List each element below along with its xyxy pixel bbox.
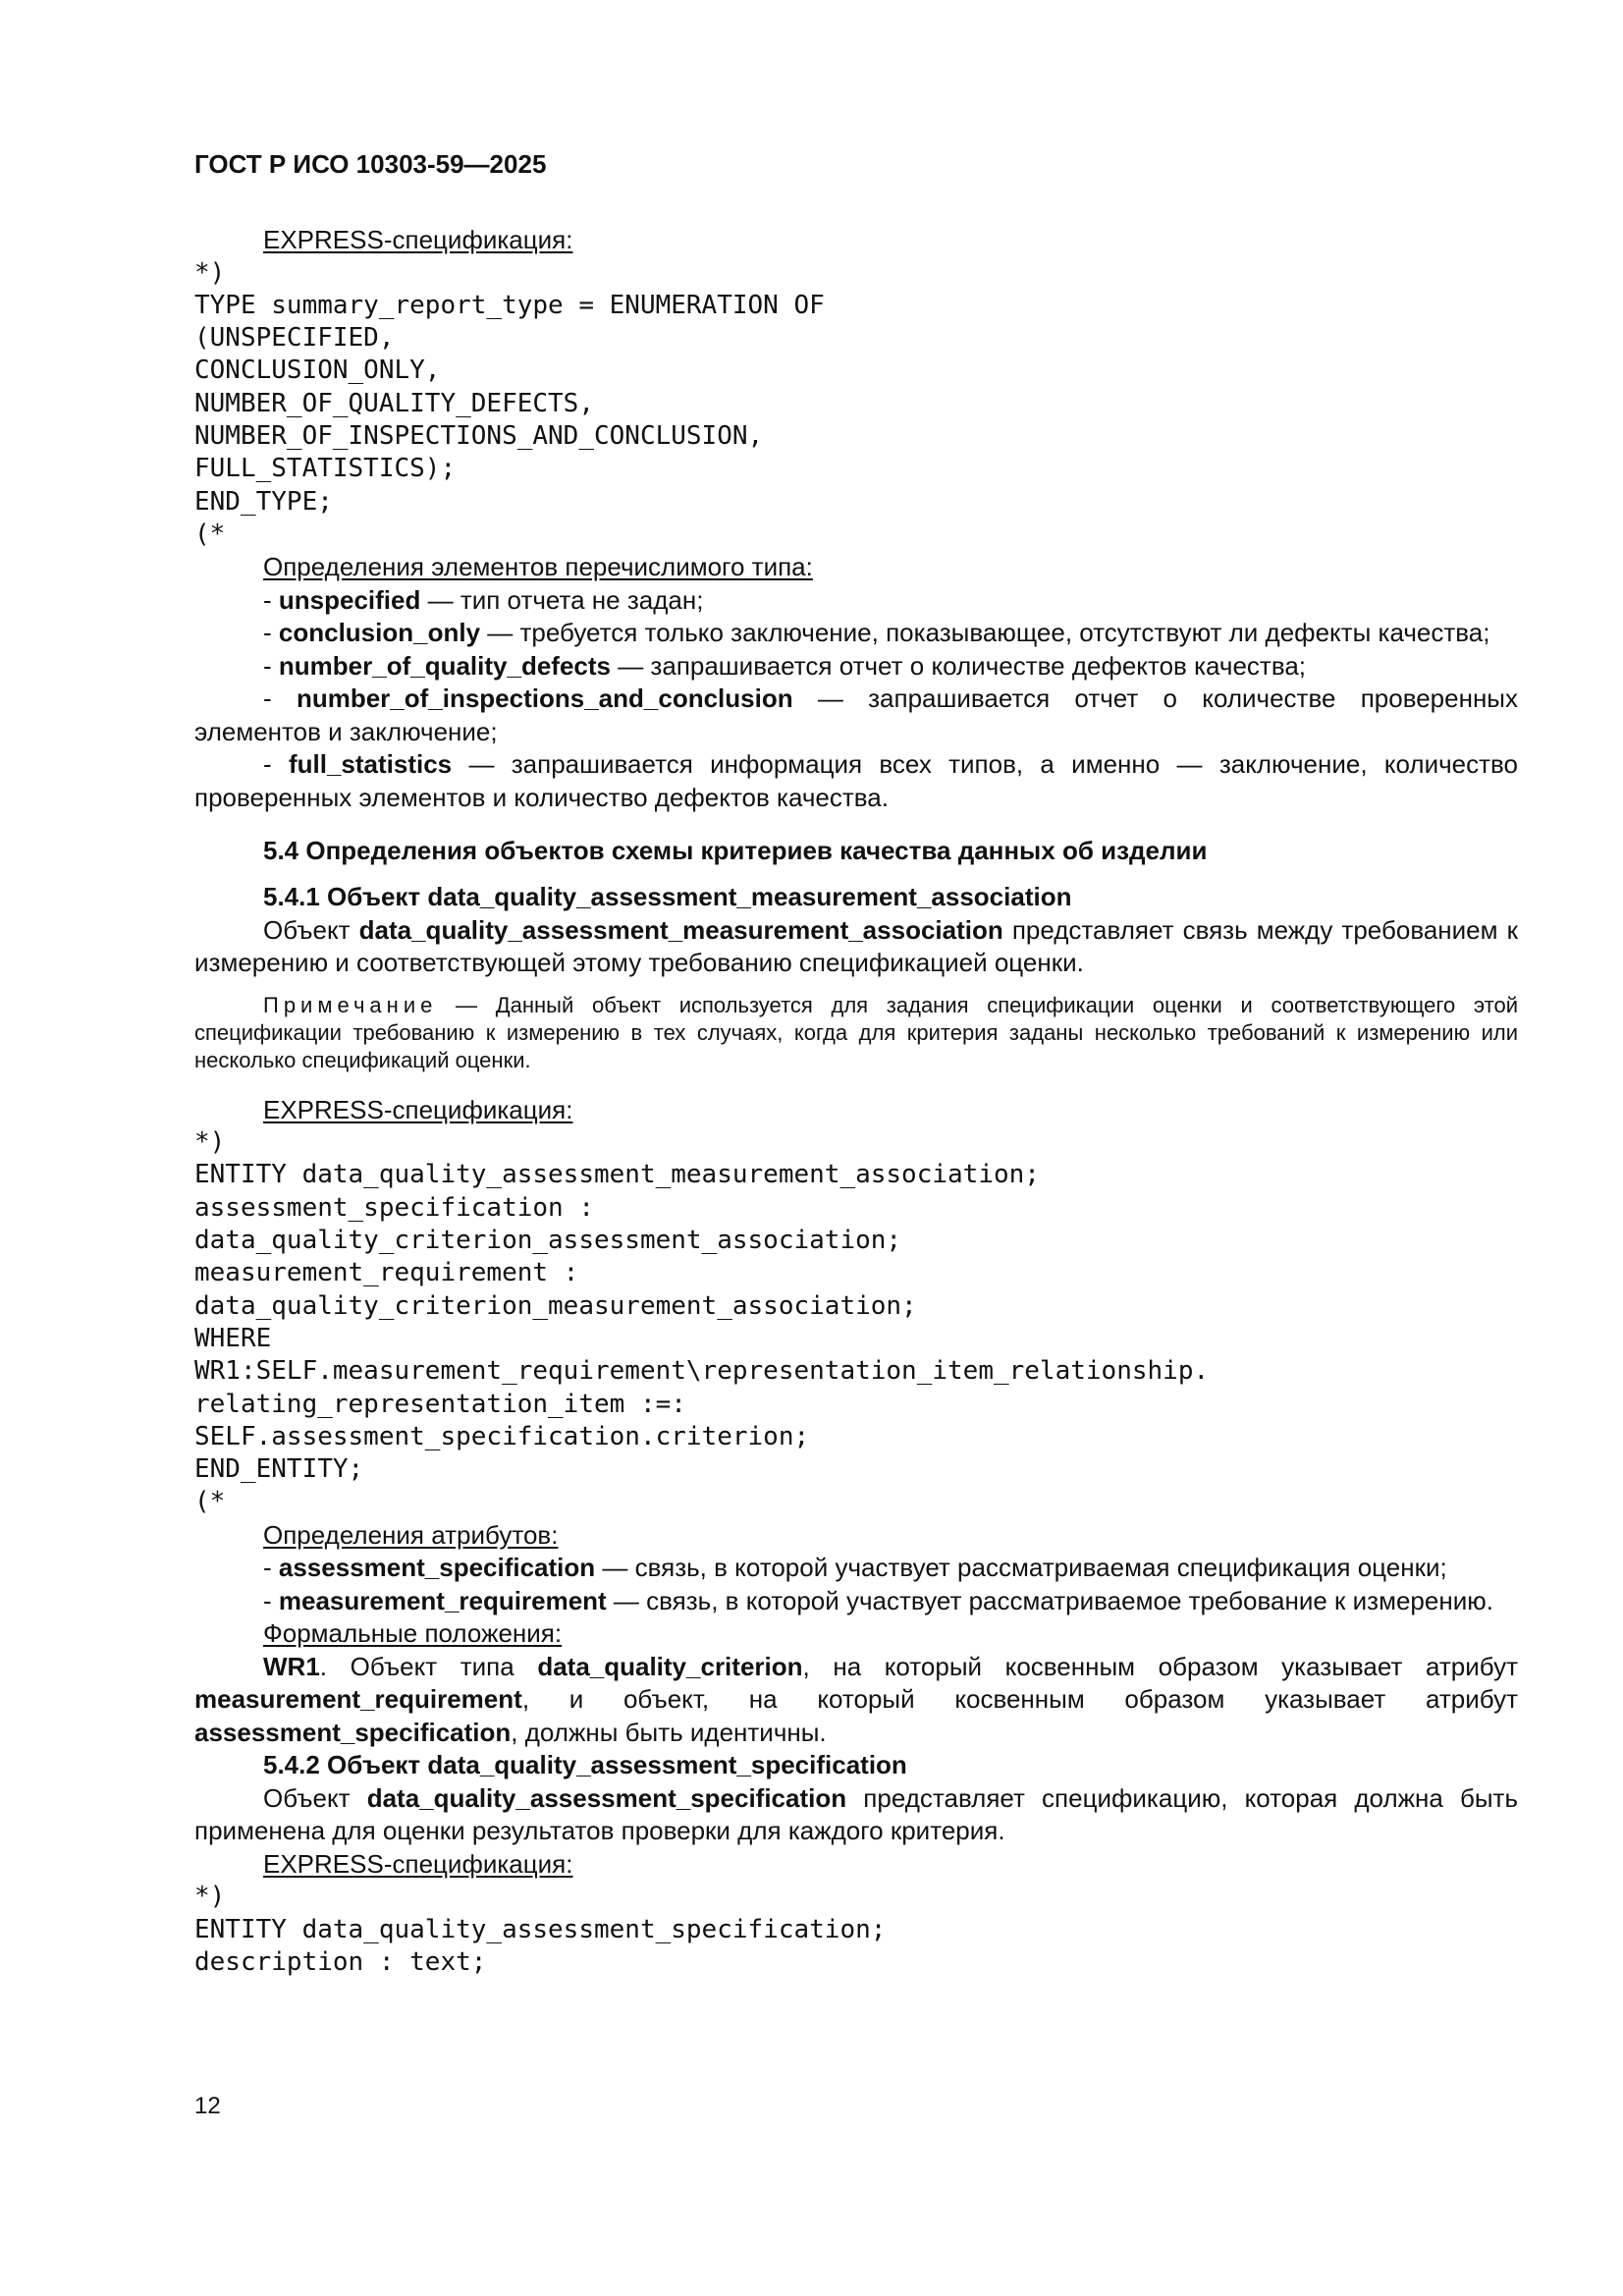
enum-definition-item: - full_statistics — запрашивается информация всех типов, а именно — заключение, количество проверенных элементов и количество дефектов качества.	[194, 749, 1518, 812]
section-heading-5-4: 5.4 Определения объектов схемы критериев качества данных об изделии	[263, 836, 1208, 866]
page-number: 12	[194, 2093, 221, 2119]
attribute-definition-item: - measurement_requirement — связь, в которой участвует рассматриваемое требование к измерению.	[263, 1585, 1493, 1615]
express-code-block: *) ENTITY data_quality_assessment_specification; description : text;	[194, 1882, 887, 1977]
formal-proposition-wr1: WR1. Объект типа data_quality_criterion, на который косвенным образом указывает атрибут measurement_requirement, и объект, на который косвенным образом указывает атрибут assessment_specification, должны быть идентичны.	[194, 1651, 1518, 1747]
enum-definition-item: - unspecified — тип отчета не задан;	[263, 584, 704, 615]
document-page	[194, 147, 1518, 1979]
enum-definitions-title: Определения элементов перечислимого типа:	[263, 552, 813, 582]
express-code-block: *) TYPE summary_report_type = ENUMERATION OF (UNSPECIFIED, CONCLUSION_ONLY, NUMBER_OF_QUALITY_DEFECTS, NUMBER_OF_INSPECTIONS_AND_CONCLUSION, FULL_STATISTICS); END_TYPE; (*	[194, 257, 825, 549]
standard-header: ГОСТ Р ИСО 10303-59—2025	[194, 149, 547, 179]
section-heading-5-4-1: 5.4.1 Объект data_quality_assessment_measurement_association	[263, 882, 1072, 912]
attribute-definition-item: - assessment_specification — связь, в которой участвует рассматриваемая спецификация оценки;	[263, 1553, 1447, 1583]
note-label: Примечание	[263, 992, 438, 1017]
enum-definition-item: - number_of_quality_defects — запрашивается отчет о количестве дефектов качества;	[263, 650, 1307, 681]
express-spec-label: EXPRESS-спецификация:	[263, 1848, 573, 1879]
enum-definition-item: - number_of_inspections_and_conclusion — запрашивается отчет о количестве проверенных элементов и заключение;	[194, 683, 1518, 746]
attribute-definitions-title: Определения атрибутов:	[263, 1519, 559, 1550]
section-paragraph: Объект data_quality_assessment_specification представляет спецификацию, которая должна быть применена для оценки результатов проверки для каждого критерия.	[194, 1782, 1518, 1846]
formal-propositions-title: Формальные положения:	[263, 1618, 563, 1649]
express-spec-label: EXPRESS-спецификация:	[263, 225, 573, 254]
section-heading-5-4-2: 5.4.2 Объект data_quality_assessment_specification	[263, 1750, 907, 1780]
express-spec-label: EXPRESS-спецификация:	[263, 1094, 573, 1124]
express-code-block: *) ENTITY data_quality_assessment_measurement_association; assessment_specification : data_quality_criterion_assessment_association; measurement_requirement : data_quality_criterion_measurement_association; WHERE WR1:SELF.measurement_requirement\representation_item_relationship. relating_representation_item :=: SELF.assessment_specification.criterion; END_ENTITY; (*	[194, 1127, 1210, 1517]
enum-definition-item: - conclusion_only — требуется только заключение, показывающее, отсутствуют ли дефекты качества;	[263, 618, 1490, 648]
note-paragraph: Примечание — Данный объект используется для задания спецификации оценки и соответствующего этой спецификации требованию к измерению в тех случаях, когда для критерия заданы несколько требований к измерению или несколько спецификаций оценки.	[194, 992, 1518, 1072]
section-paragraph: Объект data_quality_assessment_measurement_association представляет связь между требованием к измерению и соответствующей этому требованию спецификацией оценки.	[194, 914, 1518, 978]
